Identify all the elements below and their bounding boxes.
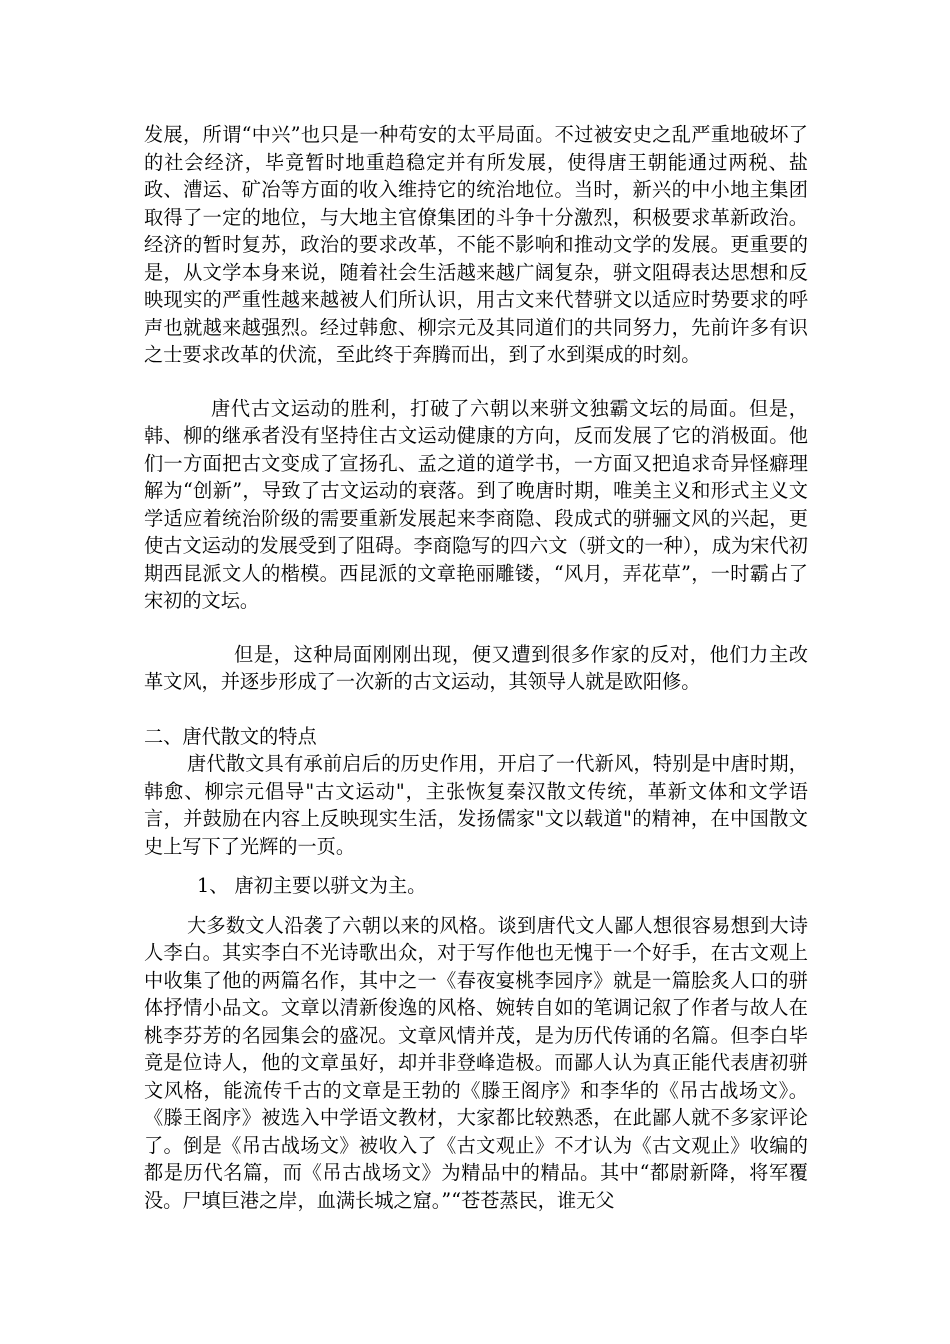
section-heading: 二、唐代散文的特点 — [144, 724, 317, 748]
paragraph-ouyang-xiu: 但是，这种局面刚刚出现，便又遭到很多作家的反对，他们力主改革文风，并逐步形成了一次新的古文运动，其领导人就是欧阳修。 — [144, 642, 808, 693]
paragraph-zhongxing: 发展，所谓“中兴”也只是一种苟安的太平局面。不过被安史之乱严重地破坏了的社会经济，毕竟暂时地重趋稳定并有所发展，使得唐王朝能通过两税、盐政、漕运、矿冶等方面的收入维持它的统治地位。当时，新兴的中小地主集团取得了一定的地位，与大地主官僚集团的斗争十分激烈，积极要求革新政治。经济的暂时复苏，政治的要求改革，不能不影响和推动文学的发展。更重要的是，从文学本身来说，随着社会生活越来越广阔复杂，骈文阻碍表达思想和反映现实的严重性越来越被人们所认识，用古文来代替骈文以适应时势要求的呼声也就越来越强烈。经过韩愈、柳宗元及其同道们的共同努力，先前许多有识之士要求改革的伏流，至此终于奔腾而出，到了水到渠成的时刻。 — [144, 123, 808, 366]
paragraph-tang-prose-features: 唐代散文具有承前启后的历史作用，开启了一代新风，特别是中唐时期，韩愈、柳宗元倡导"古文运动"，主张恢复秦汉散文传统，革新文体和文学语言，并鼓励在内容上反映现实生活，发扬儒家"文以载道"的精神，在中国散文史上写下了光辉的一页。 — [144, 752, 808, 858]
list-item-early-tang: 1、 唐初主要以骈文为主。 — [197, 874, 427, 897]
paragraph-li-bai: 大多数文人沿袭了六朝以来的风格。谈到唐代文人鄙人想很容易想到大诗人李白。其实李白不光诗歌出众，对于写作他也无愧于一个好手，在古文观上中收集了他的两篇名作，其中之一《春夜宴桃李园序》就是一篇脍炙人口的骈体抒情小品文。文章以清新俊逸的风格、婉转自如的笔调记叙了作者与故人在桃李芬芳的名园集会的盛况。文章风情并茂，是为历代传诵的名篇。但李白毕竟是位诗人，他的文章虽好，却并非登峰造极。而鄙人认为真正能代表唐初骈文风格，能流传千古的文章是王勃的《滕王阁序》和李华的《吊古战场文》。《滕王阁序》被选入中学语文教材，大家都比较熟悉，在此鄙人就不多家评论了。倒是《吊古战场文》被收入了《古文观止》不才认为《古文观止》收编的都是历代名篇，而《吊古战场文》为精品中的精品。其中“都尉新降，将军覆没。尸填巨港之岸，血满长城之窟。”“苍苍蒸民，谁无父 — [144, 913, 808, 1212]
document-page — [144, 121, 808, 1214]
paragraph-guwen-victory: 唐代古文运动的胜利，打破了六朝以来骈文独霸文坛的局面。但是，韩、柳的继承者没有坚持住古文运动健康的方向，反而发展了它的消极面。他们一方面把古文变成了宣扬孔、孟之道的道学书，一方面又把追求奇异怪癖理解为“创新”，导致了古文运动的衰落。到了晚唐时期，唯美主义和形式主义文学适应着统治阶级的需要重新发展起来李商隐、段成式的骈骊文风的兴起，更使古文运动的发展受到了阻碍。李商隐写的四六文（骈文的一种），成为宋代初期西昆派文人的楷模。西昆派的文章艳丽雕镂，“风月，弄花草”，一时霸占了宋初的文坛。 — [144, 396, 808, 612]
